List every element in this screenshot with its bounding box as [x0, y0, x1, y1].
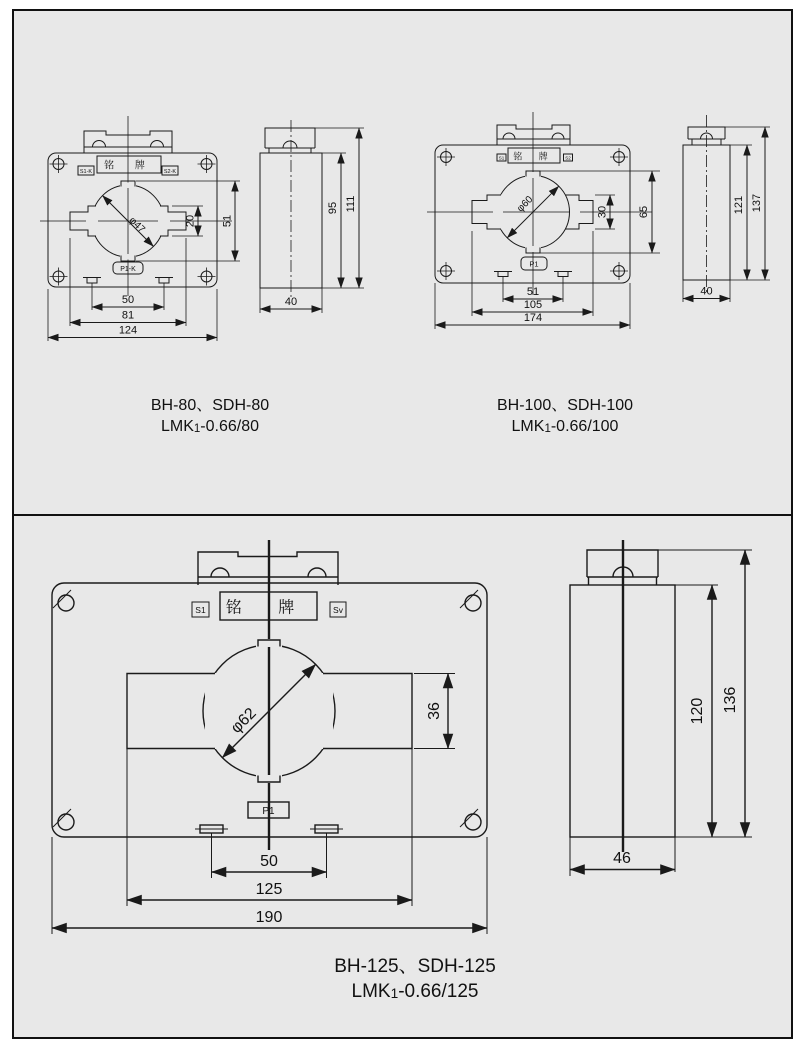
dim-diameter-label: φ60 [515, 194, 536, 215]
dim-window-height-label: 20 [184, 214, 197, 228]
corner-screws [53, 590, 481, 830]
bh100-caption [465, 396, 665, 438]
body-height-dimension [675, 585, 718, 837]
dim-total-height-label: 137 [751, 193, 763, 213]
terminal-left-label: S1 [195, 605, 206, 615]
terminal-label-right [564, 154, 573, 161]
terminal-right-label: S2-K [163, 168, 177, 175]
dim-window-total-label: 65 [638, 205, 650, 219]
dim-plate-width-label: 190 [255, 909, 283, 926]
dim-diameter-label: φ62 [227, 704, 260, 737]
dim-arm-span-label: 81 [121, 309, 135, 322]
mounting-bracket [497, 125, 570, 145]
terminal-label-left [497, 154, 506, 161]
bh80-caption-models: BH-80、SDH-80 [150, 397, 270, 414]
dim-body-height-label: 95 [327, 201, 339, 215]
body-height-dimension [322, 153, 346, 288]
dim-total-height-label: 111 [345, 195, 357, 213]
terminal-right-label: S2 [565, 155, 571, 161]
terminal-label-right [330, 602, 346, 617]
dim-total-height-label: 136 [722, 686, 739, 714]
dim-plate-width-label: 174 [523, 312, 543, 324]
bh80-caption [110, 396, 310, 438]
dim-body-height-label: 120 [689, 697, 706, 725]
terminal-label-left [78, 166, 94, 175]
bh100-side-view [683, 115, 770, 302]
p1-label: P1-K [120, 265, 136, 273]
terminal-left-label: S1 [498, 155, 505, 161]
dim-diameter-label: φ47 [126, 215, 147, 236]
side-cap [265, 128, 315, 153]
nameplate-label: 铭 牌 [225, 599, 311, 617]
body-height-dimension [730, 145, 752, 280]
dim-side-width-label: 40 [284, 296, 298, 308]
dim-slot-span-label: 50 [121, 294, 135, 306]
bh125-caption [300, 955, 530, 1004]
total-height-dimension [658, 550, 752, 837]
p1-label: P1 [529, 259, 539, 269]
bh80-front-view [40, 116, 240, 341]
terminal-left-label: S1-K [79, 168, 93, 175]
nameplate [508, 148, 560, 163]
nameplate-label: 铭 牌 [513, 151, 555, 162]
bh100-front-view [427, 112, 660, 329]
terminal-right-label: Sv [333, 605, 343, 615]
bh125-front-view [52, 540, 487, 934]
p1-terminal-label [521, 257, 547, 270]
dim-window-height-label: 30 [596, 205, 609, 219]
nameplate [97, 156, 161, 173]
arm-span-dimension [472, 231, 593, 316]
window-height-dimension [414, 674, 455, 749]
bh80-caption-type: LMK1-0.66/80 [160, 417, 260, 435]
bh125-side-view [570, 540, 752, 876]
dim-arm-span-label: 125 [255, 881, 283, 898]
dim-plate-width-label: 124 [118, 324, 138, 337]
dim-window-height-label: 36 [426, 702, 443, 720]
terminal-label-left [192, 602, 209, 617]
bh80-side-view [260, 120, 364, 313]
nameplate-label: 铭 牌 [104, 160, 154, 172]
dim-arm-span-label: 105 [523, 299, 543, 311]
dim-slot-span-label: 50 [260, 853, 278, 870]
terminal-label-right [162, 166, 178, 175]
dim-body-height-label: 121 [733, 195, 745, 215]
bh100-caption-models: BH-100、SDH-100 [496, 397, 634, 414]
bh100-caption-type: LMK1-0.66/100 [511, 417, 619, 435]
dim-window-total-label: 51 [221, 214, 234, 228]
dim-slot-span-label: 51 [526, 286, 540, 298]
dim-side-width-label: 40 [700, 285, 713, 298]
bh125-caption-type: LMK1-0.66/125 [351, 980, 479, 1002]
dim-side-width-label: 46 [613, 850, 631, 867]
bh125-caption-models: BH-125、SDH-125 [334, 956, 496, 977]
p1-label: P1 [262, 806, 275, 817]
